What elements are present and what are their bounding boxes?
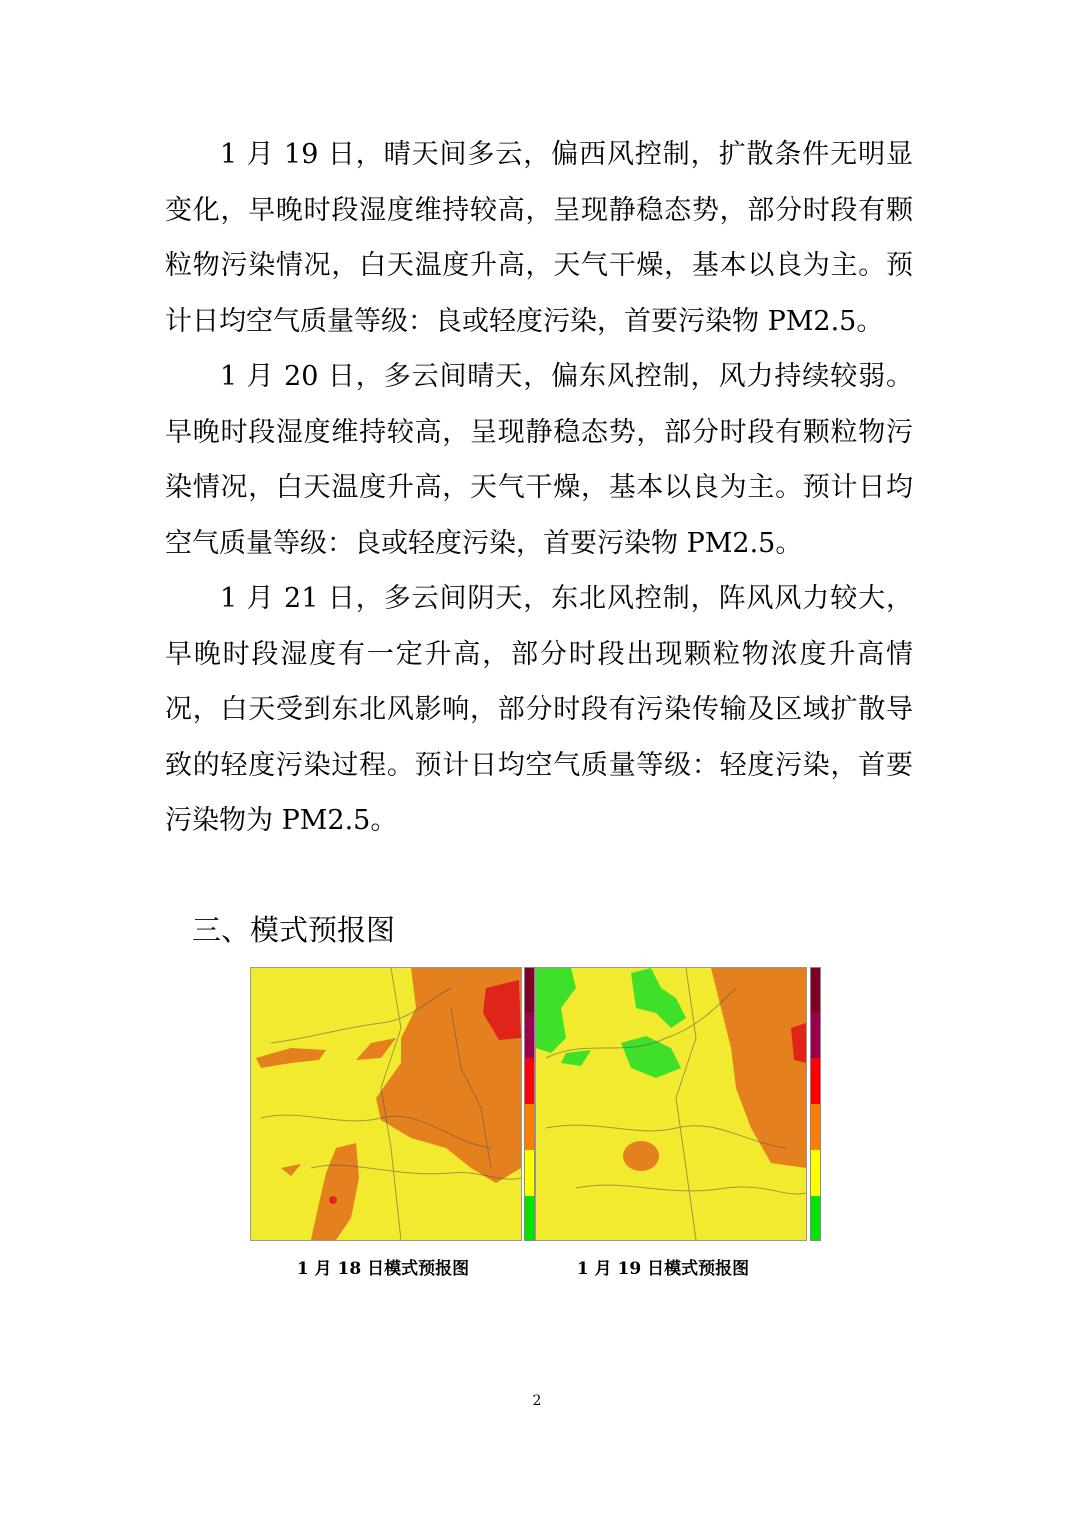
scale-segment bbox=[525, 1058, 534, 1104]
scale-segment bbox=[525, 1012, 534, 1058]
scale-segment bbox=[525, 1104, 534, 1150]
scale-segment bbox=[811, 1150, 820, 1196]
scale-segment bbox=[811, 1058, 820, 1104]
scale-segment bbox=[525, 1196, 534, 1240]
paragraph-jan-21: 1 月 21 日，多云间阴天，东北风控制，阵风风力较大，早晚时段湿度有一定升高，部分时段出现颗粒物浓度升高情况，白天受到东北风影响，部分时段有污染传输及区域扩散导致的轻度污染过程。预计日均空气质量等级：轻度污染，首要污染物为 PM2.5。 bbox=[165, 583, 913, 836]
paragraph-jan-19: 1 月 19 日，晴天间多云，偏西风控制，扩散条件无明显变化，早晚时段湿度维持较高，呈现静稳态势，部分时段有颗粒物污染情况，白天温度升高，天气干燥，基本以良为主。预计日均空气质量等级：良或轻度污染，首要污染物 PM2.5。 bbox=[165, 139, 913, 337]
scale-segment bbox=[811, 968, 820, 1012]
page-number: 2 bbox=[532, 1393, 542, 1409]
forecast-map-jan-19 bbox=[535, 967, 807, 1241]
scale-segment bbox=[811, 1196, 820, 1240]
forecast-map-jan-18 bbox=[250, 967, 522, 1241]
color-scale-bar-1 bbox=[524, 967, 535, 1241]
scale-segment bbox=[811, 1012, 820, 1058]
scale-segment bbox=[525, 1150, 534, 1196]
section-heading: 三、模式预报图 bbox=[192, 913, 396, 947]
paragraph-jan-20: 1 月 20 日，多云间晴天，偏东风控制，风力持续较弱。早晚时段湿度维持较高，呈现静稳态势，部分时段有颗粒物污染情况，白天温度升高，天气干燥，基本以良为主。预计日均空气质量等级：良或轻度污染，首要污染物 PM2.5。 bbox=[165, 361, 913, 559]
scale-segment bbox=[811, 1104, 820, 1150]
figure-caption-jan-19: 1 月 19 日模式预报图 bbox=[576, 1259, 750, 1279]
figure-caption-jan-18: 1 月 18 日模式预报图 bbox=[296, 1259, 470, 1279]
scale-segment bbox=[525, 968, 534, 1012]
color-scale-bar-2 bbox=[810, 967, 821, 1241]
